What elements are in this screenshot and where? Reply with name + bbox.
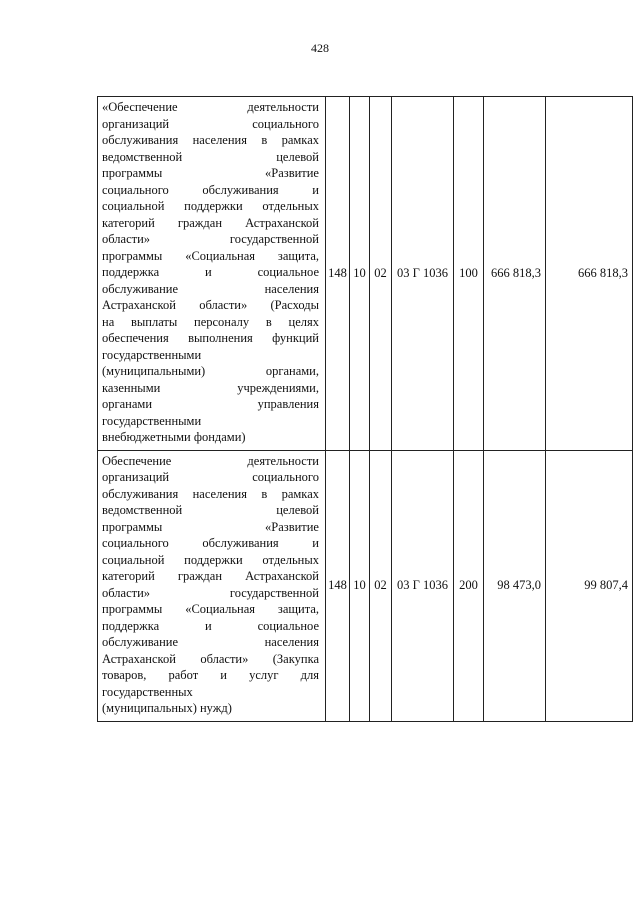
description-line: организаций социального <box>102 470 319 484</box>
budget-table <box>97 96 633 722</box>
subsection-code: 02 <box>370 450 392 721</box>
description-line: внебюджетными фондами) <box>102 430 246 444</box>
description-line: программы «Развитие <box>102 166 319 180</box>
description-line: программы «Развитие <box>102 519 319 534</box>
description-line: (муниципальными) органами, <box>102 364 319 378</box>
table-row <box>98 97 633 451</box>
description-line: категорий граждан Астраханской <box>102 215 319 230</box>
description-line: ведомственной целевой <box>102 503 319 517</box>
description-line: на выплаты персоналу в целях <box>102 314 319 329</box>
subsection-code: 02 <box>370 97 392 451</box>
description-line: (муниципальных) нужд) <box>102 701 232 715</box>
ministry-code: 148 <box>326 450 350 721</box>
table-row <box>98 450 633 721</box>
description-line: социальной поддержки отдельных <box>102 552 319 567</box>
description-line: социального обслуживания и <box>102 182 319 197</box>
page-number: 428 <box>311 41 329 55</box>
description-line: государственными <box>102 347 202 362</box>
description-line: организаций социального <box>102 116 319 131</box>
description-line: поддержка и социальное <box>102 265 319 279</box>
description-line: области» государственной <box>102 232 319 246</box>
row-description <box>98 97 326 451</box>
description-line: Обеспечение деятельности <box>102 453 319 468</box>
description-line: обеспечения выполнения функций <box>102 331 319 345</box>
description-line: области» государственной <box>102 585 319 600</box>
description-line: Астраханской области» (Закупка <box>102 651 319 666</box>
amount-second-year: 99 807,4 <box>546 450 633 721</box>
description-line: категорий граждан Астраханской <box>102 569 319 583</box>
description-line: Астраханской области» (Расходы <box>102 298 319 312</box>
expense-type-code: 100 <box>454 97 484 451</box>
description-line: программы «Социальная защита, <box>102 248 319 263</box>
description-line: государственными <box>102 413 202 428</box>
description-line: товаров, работ и услуг для <box>102 668 319 682</box>
description-line: обслуживания населения в рамках <box>102 133 319 147</box>
description-line: государственных <box>102 684 193 699</box>
description-line: «Обеспечение деятельности <box>102 100 319 114</box>
description-line: ведомственной целевой <box>102 149 319 164</box>
amount-first-year: 666 818,3 <box>484 97 546 451</box>
expense-type-code: 200 <box>454 450 484 721</box>
amount-first-year: 98 473,0 <box>484 450 546 721</box>
description-line: поддержка и социальное <box>102 618 319 633</box>
amount-second-year: 666 818,3 <box>546 97 633 451</box>
section-code: 10 <box>350 97 370 451</box>
ministry-code: 148 <box>326 97 350 451</box>
section-code: 10 <box>350 450 370 721</box>
description-line: обслуживание населения <box>102 635 319 649</box>
target-article-code: 03 Г 1036 <box>392 97 454 451</box>
description-line: обслуживание населения <box>102 281 319 296</box>
description-line: социальной поддержки отдельных <box>102 199 319 213</box>
description-line: органами управления <box>102 397 319 411</box>
description-line: обслуживания населения в рамках <box>102 486 319 501</box>
description-line: социального обслуживания и <box>102 536 319 550</box>
description-line: программы «Социальная защита, <box>102 602 319 616</box>
row-description <box>98 450 326 721</box>
description-line: казенными учреждениями, <box>102 380 319 395</box>
target-article-code: 03 Г 1036 <box>392 450 454 721</box>
